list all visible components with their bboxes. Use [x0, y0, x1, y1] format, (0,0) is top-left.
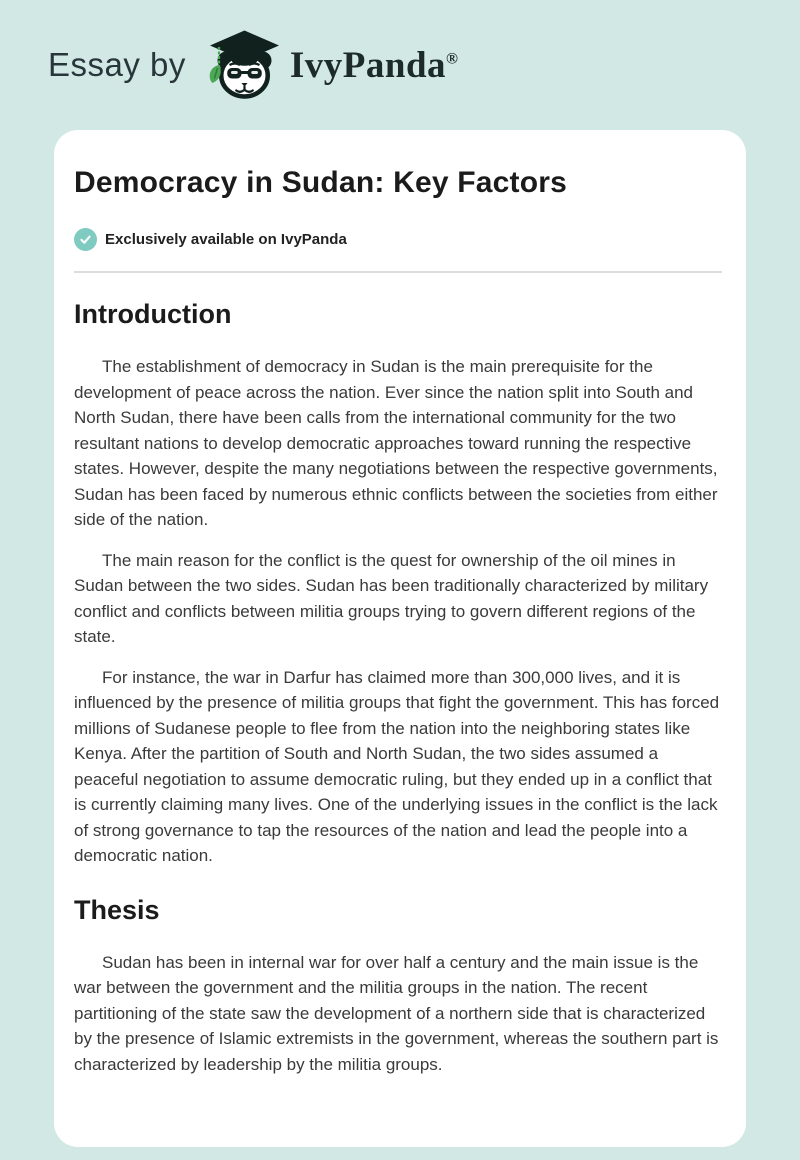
- section-heading-thesis: Thesis: [74, 894, 160, 925]
- divider: [74, 271, 722, 273]
- essay-card: [54, 130, 746, 1147]
- section-heading-introduction: Introduction: [74, 299, 232, 329]
- essay-title: Democracy in Sudan: Key Factors: [74, 166, 568, 199]
- registered-mark: ®: [446, 50, 459, 68]
- availability-badge-label: Exclusively available on IvyPanda: [105, 231, 347, 248]
- availability-badge: [74, 228, 722, 251]
- ivypanda-logo: [204, 29, 459, 101]
- check-icon: [74, 228, 97, 251]
- paragraph: The main reason for the conflict is the quest for ownership of the oil mines in Sudan between the two sides. Sudan has been traditionally characterized by military conflict and conflicts between militia groups trying to govern different regions of the state.: [74, 550, 709, 646]
- section-thesis: [74, 895, 722, 1078]
- paragraph: For instance, the war in Darfur has claimed more than 300,000 lives, and it is influenced by the presence of militia groups that fight the government. This has forced millions of Sudanese people to flee from the nation into the neighboring states like Kenya. After the partition of South and North Sudan, the two sides assumed a peaceful negotiation to assume democratic ruling, but they ended up in a conflict that is currently claiming many lives. One of the underlying issues in the conflict is the lack of strong governance to tap the resources of the nation and lead the people into a democratic nation.: [74, 667, 720, 865]
- paragraph: Sudan has been in internal war for over half a century and the main issue is the war between the government and the militia groups in the nation. The recent partitioning of the state saw the development of a northern side that is characterized by the presence of Islamic extremists in the government, whereas the southern part is characterized by leadership by the militia groups.: [74, 952, 719, 1074]
- section-introduction: [74, 299, 722, 869]
- paragraph: The establishment of democracy in Sudan is the main prerequisite for the development of peace across the nation. Ever since the nation split into South and North Sudan, there have been calls from the international community for the two resultant nations to develop democratic approaches toward running the respective states. However, despite the many negotiations between the respective governments, Sudan has been faced by numerous ethnic conflicts between the societies from either side of the nation.: [74, 357, 718, 529]
- site-header: [0, 0, 800, 130]
- essay-by-label: Essay by: [48, 46, 186, 83]
- panda-graduation-cap-icon: [204, 29, 282, 101]
- brand-name: IvyPanda®: [289, 44, 459, 86]
